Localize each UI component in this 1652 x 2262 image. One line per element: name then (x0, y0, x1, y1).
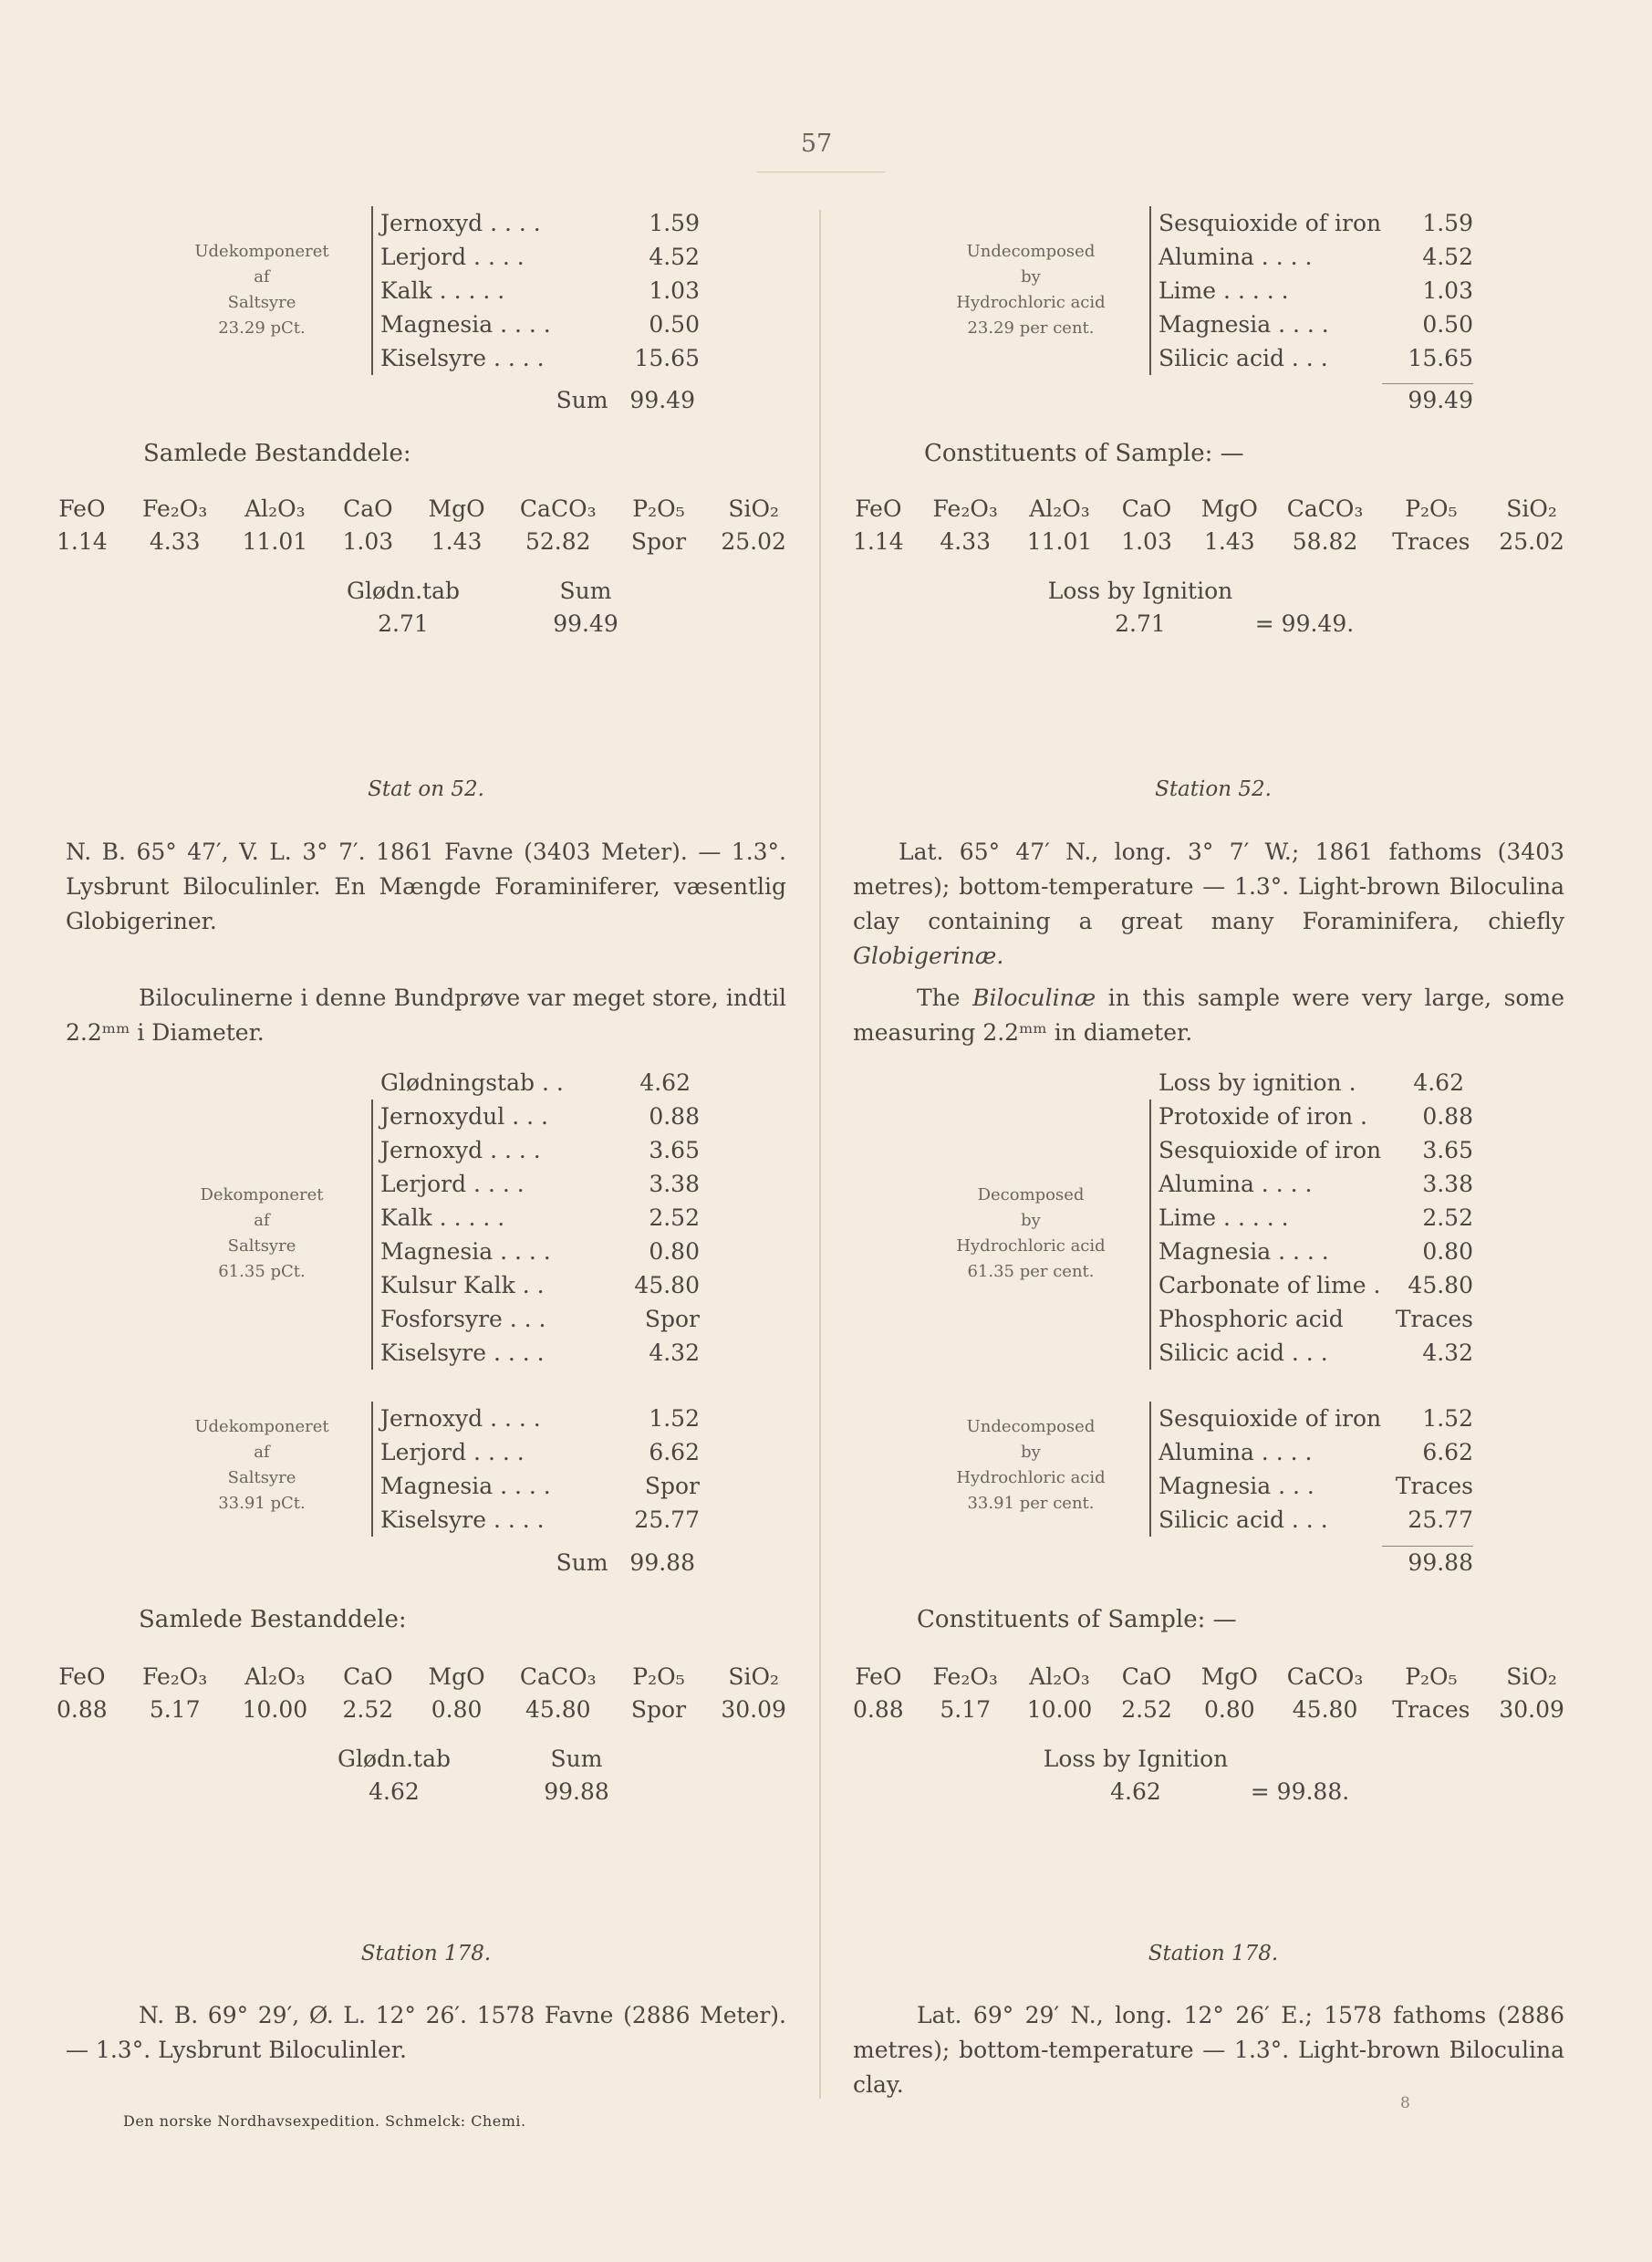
constituents-heading: Constituents of Sample: — (917, 1606, 1237, 1633)
decomposed-list (371, 1100, 700, 1370)
component-row: Phosphoric acid Traces (1158, 1306, 1473, 1332)
station-note: Biloculinerne i denne Bundprøve var meget store, indtil 2.2ᵐᵐ i Diameter. (66, 985, 786, 1046)
component-row: Jernoxyd . . . . 1.59 (380, 210, 700, 236)
component-row: Magnesia . . . . 0.50 (1158, 311, 1473, 338)
loss-row: Glødningstab . . 4.62 (380, 1069, 691, 1096)
station-description: N. B. 65° 47′, V. L. 3° 7′. 1861 Favne (3403 Meter). — 1.3°. Lysbrunt Biloculinler. En Mængde Foraminiferer, væsentlig Globigeriner. (66, 839, 786, 934)
component-row: Lime . . . . . 2.52 (1158, 1204, 1473, 1231)
station-description: Lat. 69° 29′ N., long. 12° 26′ E.; 1578 fathoms (2886 metres); bottom-temperature — 1.3°. Light-brown Biloculina clay. (853, 2002, 1564, 2098)
undecomposed-label: Udekomponeret af Saltsyre 33.91 pCt. (194, 1417, 329, 1513)
undecomposed-list (371, 1402, 700, 1537)
component-row: Lerjord . . . . 3.38 (380, 1171, 700, 1197)
sum-value: 99.88 (1408, 1549, 1473, 1576)
decomposed-label: Dekomponeret af Saltsyre 61.35 pCt. (200, 1185, 324, 1281)
component-row: Silicic acid . . . 4.32 (1158, 1339, 1473, 1366)
constituents-heading: Samlede Bestanddele: (143, 440, 411, 467)
loss-total-block: Glødn.tab 2.71 Sum 99.49 (346, 578, 618, 637)
component-row: Magnesia . . . Traces (1158, 1473, 1473, 1499)
component-row: Lerjord . . . . 4.52 (380, 244, 700, 270)
constituents-heading: Constituents of Sample: — (924, 440, 1244, 467)
component-row: Jernoxydul . . . 0.88 (380, 1103, 700, 1130)
component-row: Magnesia . . . . Spor (380, 1473, 700, 1499)
undecomposed-label: Undecomposed by Hydrochloric acid 23.29 per cent. (956, 242, 1106, 338)
station-heading: Station 178. (1148, 1942, 1279, 1965)
sum-rule (1382, 383, 1473, 384)
component-row: Magnesia . . . . 0.50 (380, 311, 700, 338)
column-divider (819, 210, 821, 2099)
constituents-table: FeO 1.14 Fe₂O₃ 4.33 Al₂O₃ 11.01 CaO 1.03 MgO 1.43 CaCO₃ 58.82 P₂O₅ Traces SiO₂ 25.02 (853, 495, 1564, 555)
undecomposed-list (1149, 1402, 1473, 1537)
constituents-table: FeO 1.14 Fe₂O₃ 4.33 Al₂O₃ 11.01 CaO 1.03 MgO 1.43 CaCO₃ 52.82 P₂O₅ Spor SiO₂ 25.02 (57, 495, 786, 555)
undecomposed-label: Udekomponeret af Saltsyre 23.29 pCt. (194, 242, 329, 338)
component-row: Lime . . . . . 1.03 (1158, 277, 1473, 304)
sum-rule (1382, 1546, 1473, 1547)
english-column (853, 0, 1574, 2262)
undecomposed-list (1149, 206, 1473, 375)
station-note: The Biloculinæ in this sample were very large, some measuring 2.2ᵐᵐ in diameter. (853, 985, 1564, 1046)
sum-line: Sum 99.49 (556, 387, 695, 413)
loss-total-block: Loss by Ignition 2.71 = 99.49. (1047, 578, 1355, 637)
station-heading: Station 52. (1155, 777, 1272, 801)
sum-value: 99.49 (1408, 387, 1473, 413)
component-row: Kiselsyre . . . . 4.32 (380, 1339, 700, 1366)
constituents-table: FeO 0.88 Fe₂O₃ 5.17 Al₂O₃ 10.00 CaO 2.52 MgO 0.80 CaCO₃ 45.80 P₂O₅ Spor SiO₂ 30.09 (57, 1663, 786, 1723)
sheet-mark: 8 (1400, 2094, 1410, 2112)
decomposed-label: Decomposed by Hydrochloric acid 61.35 per cent. (956, 1185, 1106, 1281)
footer-credit: Den norske Nordhavsexpedition. Schmelck: Chemi. (123, 2112, 526, 2130)
component-row: Carbonate of lime . 45.80 (1158, 1272, 1473, 1298)
component-row: Alumina . . . . 4.52 (1158, 244, 1473, 270)
component-row: Kalk . . . . . 1.03 (380, 277, 700, 304)
component-row: Magnesia . . . . 0.80 (1158, 1238, 1473, 1265)
component-row: Protoxide of iron . 0.88 (1158, 1103, 1473, 1130)
constituents-heading: Samlede Bestanddele: (139, 1606, 407, 1633)
component-row: Alumina . . . . 3.38 (1158, 1171, 1473, 1197)
component-row: Kiselsyre . . . . 15.65 (380, 345, 700, 371)
norwegian-column (57, 0, 795, 2262)
station-heading: Station 178. (360, 1942, 492, 1965)
component-row: Fosforsyre . . . Spor (380, 1306, 700, 1332)
component-row: Kalk . . . . . 2.52 (380, 1204, 700, 1231)
constituents-table: FeO 0.88 Fe₂O₃ 5.17 Al₂O₃ 10.00 CaO 2.52 MgO 0.80 CaCO₃ 45.80 P₂O₅ Traces SiO₂ 30.09 (853, 1663, 1564, 1723)
component-row: Alumina . . . . 6.62 (1158, 1439, 1473, 1465)
loss-total-block: Glødn.tab 4.62 Sum 99.88 (337, 1746, 609, 1805)
page-number: 57 (800, 130, 833, 158)
decomposed-list (1149, 1100, 1473, 1370)
undecomposed-list (371, 206, 700, 375)
loss-total-block: Loss by Ignition 4.62 = 99.88. (1043, 1746, 1350, 1805)
component-row: Jernoxyd . . . . 3.65 (380, 1137, 700, 1163)
station-description: Lat. 65° 47′ N., long. 3° 7′ W.; 1861 fathoms (3403 metres); bottom-temperature — 1.3°. Light-brown Biloculina clay containing a great many Foraminifera, chiefly Globigerinæ. (853, 839, 1564, 969)
component-row: Sesquioxide of iron 3.65 (1158, 1137, 1473, 1163)
undecomposed-label: Undecomposed by Hydrochloric acid 33.91 per cent. (956, 1417, 1106, 1513)
sum-line: Sum 99.88 (556, 1549, 695, 1576)
component-row: Sesquioxide of iron 1.52 (1158, 1405, 1473, 1432)
component-row: Lerjord . . . . 6.62 (380, 1439, 700, 1465)
component-row: Kiselsyre . . . . 25.77 (380, 1506, 700, 1533)
component-row: Silicic acid . . . 15.65 (1158, 345, 1473, 371)
component-row: Jernoxyd . . . . 1.52 (380, 1405, 700, 1432)
component-row: Kulsur Kalk . . 45.80 (380, 1272, 700, 1298)
component-row: Sesquioxide of iron 1.59 (1158, 210, 1473, 236)
component-row: Magnesia . . . . 0.80 (380, 1238, 700, 1265)
station-heading: Stat on 52. (368, 777, 484, 801)
station-description: N. B. 69° 29′, Ø. L. 12° 26′. 1578 Favne (2886 Meter). — 1.3°. Lysbrunt Biloculinler. (66, 2002, 786, 2063)
component-row: Silicic acid . . . 25.77 (1158, 1506, 1473, 1533)
loss-row: Loss by ignition . 4.62 (1158, 1069, 1464, 1096)
